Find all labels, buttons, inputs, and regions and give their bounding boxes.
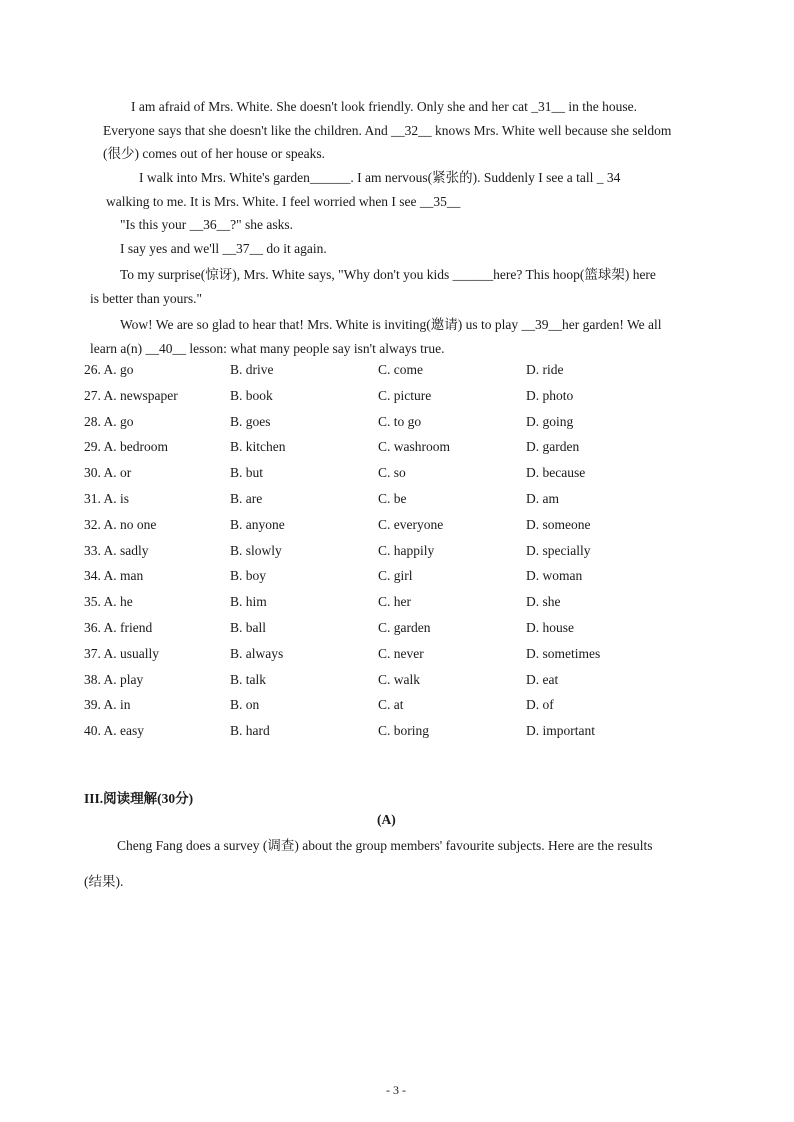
option-a: 38. A. play — [84, 671, 144, 687]
option-c: C. everyone — [378, 516, 444, 532]
option-b: B. hard — [230, 723, 270, 739]
option-c: C. washroom — [378, 439, 450, 455]
option-c: C. be — [378, 490, 407, 506]
option-d: D. garden — [526, 439, 580, 455]
option-d: D. house — [526, 619, 574, 635]
passage-line-7: I say yes and we'll __37__ do it again. — [120, 241, 327, 256]
reading-intro-line-1: Cheng Fang does a survey (调查) about the group members' favourite subjects. Here are the results — [117, 838, 653, 853]
passage-line-9: is better than yours." — [90, 291, 202, 306]
option-b: B. drive — [230, 362, 274, 377]
option-a: 39. A. in — [84, 697, 131, 713]
option-a: 26. A. go — [84, 362, 134, 377]
option-a: 33. A. sadly — [84, 542, 149, 558]
option-b: B. anyone — [230, 516, 285, 532]
option-b: B. are — [230, 490, 263, 506]
option-a: 30. A. or — [84, 465, 132, 481]
option-b: B. goes — [230, 413, 271, 429]
option-d: D. sometimes — [526, 645, 601, 661]
option-d: D. specially — [526, 542, 591, 558]
reading-intro-line-2: (结果). — [84, 874, 124, 889]
option-b: B. boy — [230, 568, 267, 584]
option-a: 40. A. easy — [84, 723, 144, 739]
option-b: B. ball — [230, 619, 266, 635]
option-d: D. am — [526, 490, 559, 506]
option-a: 31. A. is — [84, 490, 130, 506]
option-a: 35. A. he — [84, 594, 133, 610]
section-title: III.阅读理解(30分) — [84, 791, 194, 806]
option-c: C. never — [378, 645, 424, 661]
passage-line-3: (很少) comes out of her house or speaks. — [103, 146, 325, 161]
option-c: C. garden — [378, 619, 431, 635]
option-d: D. she — [526, 594, 561, 610]
passage-line-4: I walk into Mrs. White's garden______. I am nervous(紧张的). Suddenly I see a tall _ 34 — [139, 170, 621, 185]
option-a: 34. A. man — [84, 568, 144, 584]
option-a: 27. A. newspaper — [84, 387, 178, 403]
option-d: D. someone — [526, 516, 591, 532]
option-b: B. slowly — [230, 542, 282, 558]
passage-line-6: "Is this your __36__?" she asks. — [120, 217, 294, 232]
option-a: 28. A. go — [84, 413, 134, 429]
option-b: B. him — [230, 594, 267, 610]
option-d: D. photo — [526, 387, 574, 403]
option-a: 36. A. friend — [84, 619, 153, 635]
passage-line-5: walking to me. It is Mrs. White. I feel worried when I see __35__ — [106, 194, 461, 209]
passage-line-2: Everyone says that she doesn't like the children. And __32__ knows Mrs. White well because she seldom — [103, 123, 672, 138]
option-a: 32. A. no one — [84, 516, 157, 532]
passage-line-11: learn a(n) __40__ lesson: what many people say isn't always true. — [90, 341, 445, 356]
page-number: - 3 - — [386, 1083, 406, 1097]
option-c: C. so — [378, 465, 406, 481]
option-d: D. woman — [526, 568, 583, 584]
passage-line-10: Wow! We are so glad to hear that! Mrs. White is inviting(邀请) us to play __39__her garden! We all — [120, 317, 662, 332]
option-c: C. picture — [378, 387, 432, 403]
option-c: C. boring — [378, 723, 430, 739]
option-d: D. ride — [526, 362, 564, 377]
option-c: C. girl — [378, 568, 413, 584]
option-d: D. eat — [526, 671, 559, 687]
option-c: C. to go — [378, 413, 422, 429]
option-a: 29. A. bedroom — [84, 439, 168, 455]
option-b: B. talk — [230, 671, 266, 687]
option-d: D. important — [526, 723, 595, 739]
passage-line-1: I am afraid of Mrs. White. She doesn't look friendly. Only she and her cat _31__ in the house. — [131, 99, 637, 114]
option-c: C. at — [378, 697, 404, 713]
option-c: C. come — [378, 362, 423, 377]
option-c: C. her — [378, 594, 411, 610]
option-b: B. book — [230, 387, 273, 403]
option-b: B. but — [230, 465, 264, 481]
option-b: B. on — [230, 697, 260, 713]
option-d: D. going — [526, 413, 574, 429]
passage-line-8: To my surprise(惊讶), Mrs. White says, "Why don't you kids ______here? This hoop(篮球架) here — [120, 267, 656, 282]
option-b: B. always — [230, 645, 284, 661]
option-c: C. walk — [378, 671, 420, 687]
option-c: C. happily — [378, 542, 435, 558]
option-d: D. of — [526, 697, 554, 713]
option-b: B. kitchen — [230, 439, 286, 455]
option-d: D. because — [526, 465, 586, 481]
option-a: 37. A. usually — [84, 645, 160, 661]
passage-label: (A) — [377, 812, 396, 827]
